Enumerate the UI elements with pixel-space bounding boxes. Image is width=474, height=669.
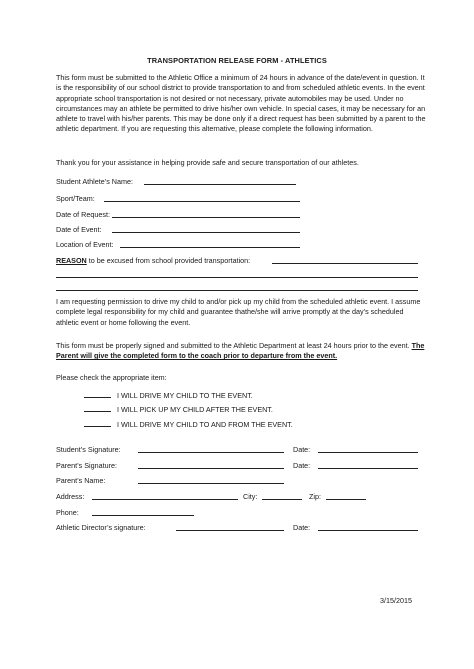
intro-paragraph: This form must be submitted to the Athletic Office a minimum of 24 hours in advance of the date/event in question. It is the responsibility of our school district to provide transportation to and from scheduled athletic events. In the event appropriate school transportation is not desired or not necessary, private automobiles may be used. Under no circumstances may an athlete be permitted to drive his/her own vehicle. In special cases, it may be necessary for an athlete to travel with his/her parents. This may be done only if a direct request has been submitted by a parent to the athletic department. If you are requesting this alternative, please complete the following information. (56, 73, 426, 134)
athletic-director-signature-label: Athletic Director’s signature: (56, 523, 146, 532)
option-drive-both-blank[interactable] (84, 419, 111, 427)
check-prompt: Please check the appropriate item: (56, 373, 167, 382)
option-drive-to-blank[interactable] (84, 390, 111, 398)
parent-name-field[interactable] (138, 483, 284, 484)
date-of-request-field[interactable] (112, 217, 300, 218)
city-field[interactable] (262, 499, 302, 500)
student-date-label: Date: (293, 445, 311, 454)
reason-label (56, 256, 250, 266)
submission-note-text: This form must be properly signed and submitted to the Athletic Department at least 24 hours prior to the event. (56, 341, 412, 350)
submission-note-bold: The Parent will give the completed form to the coach prior to departure from the event. (56, 341, 425, 361)
submission-note (56, 341, 426, 362)
parent-name-label: Parent’s Name: (56, 476, 106, 485)
athlete-name-field[interactable] (144, 184, 296, 185)
option-drive-both-label: I WILL DRIVE MY CHILD TO AND FROM THE EVENT. (117, 420, 293, 429)
student-date-field[interactable] (318, 452, 418, 453)
form-title: TRANSPORTATION RELEASE FORM - ATHLETICS (147, 56, 327, 65)
address-label: Address: (56, 492, 85, 501)
option-pick-up[interactable] (84, 404, 273, 415)
option-pick-up-label: I WILL PICK UP MY CHILD AFTER THE EVENT. (117, 405, 273, 414)
date-of-request-label: Date of Request: (56, 210, 110, 219)
parent-signature-field[interactable] (138, 468, 284, 469)
reason-field-line-3[interactable] (56, 290, 418, 291)
athlete-name-label: Student Athlete’s Name: (56, 177, 133, 186)
location-of-event-label: Location of Event: (56, 240, 114, 249)
athletic-director-signature-field[interactable] (176, 530, 284, 531)
option-drive-to-label: I WILL DRIVE MY CHILD TO THE EVENT. (117, 391, 253, 400)
phone-field[interactable] (92, 515, 194, 516)
sport-team-label: Sport/Team: (56, 194, 95, 203)
reason-keyword: REASON (56, 256, 87, 265)
option-drive-both[interactable] (84, 419, 293, 430)
reason-field-line-1[interactable] (272, 263, 418, 264)
parent-date-field[interactable] (318, 468, 418, 469)
parent-date-label: Date: (293, 461, 311, 470)
location-of-event-field[interactable] (120, 247, 300, 248)
revision-date: 3/15/2015 (380, 596, 412, 605)
address-field[interactable] (92, 499, 238, 500)
reason-text: to be excused from school provided transportation: (86, 256, 251, 265)
option-drive-to[interactable] (84, 390, 253, 401)
ad-date-field[interactable] (318, 530, 418, 531)
zip-label: Zip: (309, 492, 321, 501)
student-signature-field[interactable] (138, 452, 284, 453)
sport-team-field[interactable] (104, 201, 300, 202)
student-signature-label: Student’s Signature: (56, 445, 121, 454)
ad-date-label: Date: (293, 523, 311, 532)
option-pick-up-blank[interactable] (84, 404, 111, 412)
phone-label: Phone: (56, 508, 79, 517)
permission-paragraph: I am requesting permission to drive my child to and/or pick up my child from the scheduled athletic event. I assume complete legal responsibility for my child and guarantee thathe/she will arrive promptly at the day’s scheduled athletic event or home following the event. (56, 297, 421, 327)
parent-signature-label: Parent’s Signature: (56, 461, 117, 470)
zip-field[interactable] (326, 499, 366, 500)
reason-field-line-2[interactable] (56, 277, 418, 278)
date-of-event-label: Date of Event: (56, 225, 102, 234)
thanks-paragraph: Thank you for your assistance in helping provide safe and secure transportation of our athletes. (56, 158, 359, 167)
date-of-event-field[interactable] (112, 232, 300, 233)
city-label: City: (243, 492, 258, 501)
